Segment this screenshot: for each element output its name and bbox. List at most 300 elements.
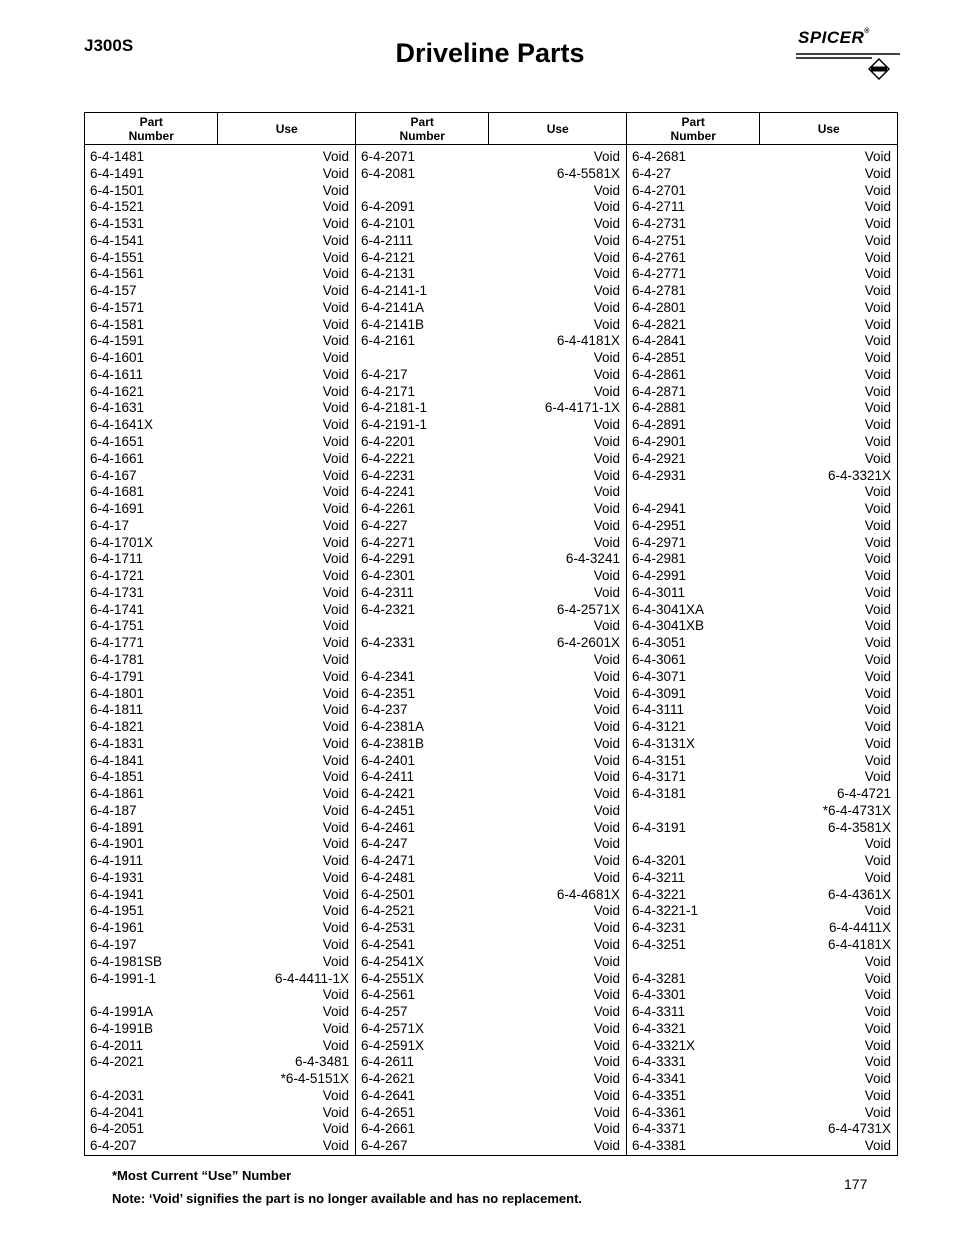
table-row	[90, 686, 349, 703]
use-cell: Void	[593, 283, 620, 299]
table-row	[361, 283, 620, 300]
parts-table	[84, 112, 898, 1156]
table-row	[632, 686, 891, 703]
table-row	[632, 769, 891, 786]
table-row	[361, 635, 620, 652]
table-row	[361, 820, 620, 837]
part-number-cell: 6-4-1591	[90, 333, 145, 349]
part-number-cell: 6-4-27	[631, 165, 671, 181]
table-row	[361, 987, 620, 1004]
use-cell: Void	[322, 735, 349, 751]
table-row	[90, 753, 349, 770]
use-cell: Void	[322, 350, 349, 366]
table-row	[90, 367, 349, 384]
table-row	[632, 166, 891, 183]
part-number-cell: 6-4-1831	[90, 735, 145, 751]
brand-name: SPICER	[798, 28, 865, 47]
part-number-cell: 6-4-2661	[360, 1121, 416, 1137]
use-cell: Void	[864, 987, 891, 1003]
table-row	[361, 1105, 620, 1122]
table-row	[361, 568, 620, 585]
part-number-cell: 6-4-2771	[631, 266, 687, 282]
use-cell: Void	[593, 383, 620, 399]
table-row	[632, 1004, 891, 1021]
part-number-cell: 6-4-1571	[90, 299, 145, 315]
use-cell: Void	[322, 1104, 349, 1120]
table-row	[632, 300, 891, 317]
part-number-cell: 6-4-2141A	[360, 299, 425, 315]
table-row	[632, 535, 891, 552]
use-cell: Void	[322, 568, 349, 584]
table-row	[90, 434, 349, 451]
part-number-cell: 6-4-1861	[90, 786, 145, 802]
table-row	[90, 317, 349, 334]
part-number-cell: 6-4-1531	[90, 216, 145, 232]
use-cell: Void	[322, 182, 349, 198]
part-number-cell: 6-4-2711	[631, 199, 686, 215]
table-row	[361, 434, 620, 451]
table-row	[632, 350, 891, 367]
use-cell: Void	[593, 182, 620, 198]
model-code: J300S	[84, 36, 134, 55]
table-row	[90, 669, 349, 686]
table-row	[361, 535, 620, 552]
table-row	[632, 635, 891, 652]
use-cell: Void	[593, 249, 620, 265]
use-cell: Void	[864, 383, 891, 399]
part-number-cell: 6-4-1641X	[90, 417, 154, 433]
table-row	[632, 551, 891, 568]
part-number-cell: 6-4-1991-1	[90, 970, 157, 986]
use-cell: Void	[864, 1004, 891, 1020]
table-row	[361, 1054, 620, 1071]
table-row	[90, 400, 349, 417]
part-number-cell: 6-4-2301	[360, 568, 416, 584]
use-cell: Void	[593, 1104, 620, 1120]
table-row	[90, 652, 349, 669]
use-cell: Void	[864, 501, 891, 517]
table-row	[632, 887, 891, 904]
part-number-cell: 6-4-2611	[360, 1054, 415, 1070]
table-row	[90, 903, 349, 920]
table-row	[90, 853, 349, 870]
use-cell: Void	[593, 568, 620, 584]
dana-emblem-icon	[868, 58, 890, 80]
table-row	[90, 149, 349, 166]
part-number-cell: 6-4-1791	[90, 668, 145, 684]
use-cell: Void	[322, 802, 349, 818]
part-number-cell: 6-4-227	[360, 517, 408, 533]
part-number-cell: 6-4-3011	[631, 584, 686, 600]
table-row	[90, 836, 349, 853]
header-use-1: Use	[218, 113, 356, 145]
use-cell: Void	[864, 1054, 891, 1070]
table-row	[90, 350, 349, 367]
table-row	[90, 384, 349, 401]
table-row	[361, 937, 620, 954]
table-row	[90, 166, 349, 183]
table-row	[632, 870, 891, 887]
table-row	[90, 820, 349, 837]
part-number-cell: 6-4-2471	[360, 853, 416, 869]
use-cell: Void	[864, 970, 891, 986]
use-cell: Void	[322, 920, 349, 936]
use-cell: Void	[322, 199, 349, 215]
use-cell: Void	[864, 450, 891, 466]
brand-wordmark	[798, 28, 870, 48]
use-cell: Void	[322, 786, 349, 802]
use-cell: Void	[864, 903, 891, 919]
table-row	[90, 183, 349, 200]
part-number-cell: 6-4-3221	[631, 886, 687, 902]
part-number-cell: 6-4-2571X	[360, 1020, 425, 1036]
use-cell: Void	[593, 501, 620, 517]
part-number-cell: 6-4-1731	[90, 584, 145, 600]
table-row	[361, 400, 620, 417]
table-row	[361, 166, 620, 183]
use-cell: Void	[864, 836, 891, 852]
use-cell: Void	[593, 534, 620, 550]
table-row	[90, 283, 349, 300]
part-number-cell: 6-4-2751	[631, 232, 687, 248]
table-row	[90, 300, 349, 317]
void-note: Note: ‘Void’ signifies the part is no longer available and has no replacement.	[112, 1191, 583, 1206]
table-row	[90, 216, 349, 233]
table-row	[361, 350, 620, 367]
part-number-cell: 6-4-2861	[631, 366, 687, 382]
table-row	[632, 149, 891, 166]
use-cell: Void	[322, 1138, 349, 1154]
use-cell: Void	[322, 836, 349, 852]
use-cell: Void	[322, 534, 349, 550]
use-cell: Void	[322, 266, 349, 282]
use-cell: Void	[593, 199, 620, 215]
table-row	[90, 233, 349, 250]
table-row	[90, 199, 349, 216]
use-cell: Void	[864, 216, 891, 232]
table-row	[90, 602, 349, 619]
use-cell: 6-4-3321X	[827, 467, 891, 483]
use-cell: Void	[864, 249, 891, 265]
part-number-cell: 6-4-1951	[90, 903, 145, 919]
part-number-cell: 6-4-2121	[360, 249, 416, 265]
part-number-cell: 6-4-2031	[90, 1087, 145, 1103]
use-cell: Void	[593, 1020, 620, 1036]
part-number-cell: 6-4-3381	[631, 1138, 687, 1154]
parts-column-3	[626, 145, 897, 1156]
use-cell: Void	[864, 400, 891, 416]
use-cell: Void	[593, 316, 620, 332]
header-part-number-2: Part Number	[355, 113, 488, 145]
use-cell: 6-4-2601X	[556, 635, 620, 651]
table-row	[90, 1138, 349, 1155]
part-number-cell: 6-4-1501	[90, 182, 145, 198]
table-row	[361, 518, 620, 535]
part-number-cell: 6-4-1811	[90, 702, 144, 718]
table-row	[632, 786, 891, 803]
use-cell: Void	[864, 584, 891, 600]
part-number-cell: 6-4-207	[90, 1138, 137, 1154]
table-row	[90, 333, 349, 350]
use-cell: Void	[593, 366, 620, 382]
table-row	[361, 149, 620, 166]
table-row	[361, 903, 620, 920]
table-row	[361, 887, 620, 904]
use-cell: Void	[864, 869, 891, 885]
table-row	[632, 400, 891, 417]
use-cell: Void	[593, 350, 620, 366]
table-row	[361, 501, 620, 518]
part-number-cell: 6-4-2991	[631, 568, 687, 584]
use-cell: Void	[322, 484, 349, 500]
use-cell: Void	[864, 1020, 891, 1036]
table-row	[632, 484, 891, 501]
use-cell: Void	[322, 1121, 349, 1137]
part-number-cell: 6-4-2481	[360, 869, 416, 885]
table-row	[632, 266, 891, 283]
part-number-cell: 6-4-2351	[360, 685, 416, 701]
table-row	[361, 199, 620, 216]
table-row	[632, 1105, 891, 1122]
use-cell: Void	[322, 618, 349, 634]
use-cell: Void	[593, 216, 620, 232]
part-number-cell: 6-4-167	[90, 467, 137, 483]
table-row	[90, 551, 349, 568]
parts-column-2	[355, 145, 626, 1156]
use-cell: Void	[864, 283, 891, 299]
use-cell: Void	[864, 1087, 891, 1103]
use-cell: Void	[864, 333, 891, 349]
use-cell: Void	[322, 165, 349, 181]
page-number: 177	[844, 1176, 868, 1192]
part-number-cell: 6-4-2541X	[360, 953, 425, 969]
part-number-cell: 6-4-2111	[360, 232, 414, 248]
table-row	[90, 618, 349, 635]
use-cell: Void	[864, 182, 891, 198]
part-number-cell: 6-4-3171	[631, 769, 687, 785]
use-cell: Void	[864, 165, 891, 181]
use-cell: Void	[593, 719, 620, 735]
table-row	[361, 1021, 620, 1038]
header-part-number-1: Part Number	[85, 113, 218, 145]
use-cell: 6-4-4361X	[827, 886, 891, 902]
table-row	[361, 317, 620, 334]
part-number-cell: 6-4-2821	[631, 316, 687, 332]
use-cell: Void	[593, 467, 620, 483]
table-body-row	[85, 145, 898, 1156]
part-number-cell: 6-4-3131X	[631, 735, 696, 751]
use-cell: Void	[593, 786, 620, 802]
table-row	[632, 853, 891, 870]
use-cell: Void	[593, 149, 620, 164]
part-number-cell: 6-4-2851	[631, 350, 687, 366]
part-number-cell: 6-4-2141-1	[360, 283, 428, 299]
use-cell: Void	[864, 601, 891, 617]
part-number-cell: 6-4-1891	[90, 819, 145, 835]
part-number-cell: 6-4-3051	[631, 635, 687, 651]
use-cell: 6-4-4721	[836, 786, 891, 802]
table-row	[632, 384, 891, 401]
use-cell: Void	[322, 635, 349, 651]
table-row	[90, 1021, 349, 1038]
part-number-cell: 6-4-1781	[90, 651, 145, 667]
part-number-cell: 6-4-2501	[360, 886, 416, 902]
table-row	[361, 1071, 620, 1088]
use-cell: Void	[593, 702, 620, 718]
table-row	[632, 518, 891, 535]
part-number-cell: 6-4-3201	[631, 853, 687, 869]
table-row	[632, 1054, 891, 1071]
table-row	[90, 702, 349, 719]
use-cell: Void	[322, 1087, 349, 1103]
part-number-cell: 6-4-1741	[90, 601, 145, 617]
table-row	[90, 1071, 349, 1088]
part-number-cell: 6-4-2801	[631, 299, 687, 315]
use-cell: Void	[322, 434, 349, 450]
table-row	[90, 954, 349, 971]
use-cell: Void	[864, 350, 891, 366]
use-cell: Void	[322, 886, 349, 902]
part-number-cell: 6-4-2221	[360, 450, 416, 466]
use-cell: Void	[593, 417, 620, 433]
use-cell: Void	[864, 1071, 891, 1087]
table-row	[632, 820, 891, 837]
part-number-cell: 6-4-2981	[631, 551, 687, 567]
part-number-cell: 6-4-2651	[360, 1104, 416, 1120]
part-number-cell: 6-4-1621	[90, 383, 145, 399]
table-row	[632, 736, 891, 753]
part-number-cell: 6-4-1661	[90, 450, 145, 466]
use-cell: Void	[322, 467, 349, 483]
part-number-cell: 6-4-2951	[631, 517, 687, 533]
part-number-cell: 6-4-1701X	[90, 534, 154, 550]
header-use-3: Use	[760, 113, 898, 145]
part-number-cell: 6-4-1991B	[90, 1020, 154, 1036]
table-row	[361, 786, 620, 803]
use-cell: 6-4-5581X	[556, 165, 620, 181]
use-cell: Void	[593, 769, 620, 785]
table-row	[632, 836, 891, 853]
use-cell: Void	[322, 1004, 349, 1020]
use-cell: Void	[322, 1020, 349, 1036]
table-row	[90, 1088, 349, 1105]
table-row	[632, 501, 891, 518]
table-row	[361, 618, 620, 635]
table-row	[632, 233, 891, 250]
table-row	[632, 216, 891, 233]
use-cell: Void	[593, 1087, 620, 1103]
use-cell: 6-4-3241	[565, 551, 620, 567]
part-number-cell: 6-4-2011	[90, 1037, 144, 1053]
use-cell: Void	[593, 434, 620, 450]
table-row	[361, 551, 620, 568]
part-number-cell: 6-4-2071	[360, 149, 416, 164]
part-number-cell: 6-4-3151	[631, 752, 687, 768]
use-cell: 6-4-4171-1X	[544, 400, 620, 416]
use-cell: 6-4-4681X	[556, 886, 620, 902]
part-number-cell: 6-4-3311	[631, 1004, 686, 1020]
use-cell: Void	[593, 903, 620, 919]
part-number-cell: 6-4-1901	[90, 836, 145, 852]
use-cell: Void	[322, 417, 349, 433]
part-number-cell: 6-4-2621	[360, 1071, 416, 1087]
use-cell: Void	[593, 484, 620, 500]
table-row	[361, 216, 620, 233]
part-number-cell: 6-4-2101	[360, 216, 416, 232]
use-cell: Void	[864, 434, 891, 450]
part-number-cell: 6-4-3341	[631, 1071, 687, 1087]
table-row	[90, 635, 349, 652]
use-cell: Void	[864, 199, 891, 215]
part-number-cell: 6-4-1521	[90, 199, 145, 215]
use-cell: Void	[593, 920, 620, 936]
table-row	[361, 736, 620, 753]
table-row	[90, 736, 349, 753]
use-cell: Void	[864, 517, 891, 533]
use-cell: Void	[864, 635, 891, 651]
use-cell: Void	[322, 450, 349, 466]
table-row	[90, 1054, 349, 1071]
table-row	[90, 803, 349, 820]
table-row	[90, 585, 349, 602]
use-cell: Void	[593, 953, 620, 969]
part-number-cell: 6-4-3121	[631, 719, 687, 735]
table-row	[90, 250, 349, 267]
part-number-cell: 6-4-2171	[360, 383, 416, 399]
use-cell: Void	[864, 232, 891, 248]
table-row	[632, 283, 891, 300]
table-row	[361, 870, 620, 887]
table-row	[361, 954, 620, 971]
part-number-cell: 6-4-3221-1	[631, 903, 699, 919]
part-number-cell: 6-4-2401	[360, 752, 416, 768]
use-cell: Void	[322, 869, 349, 885]
part-number-cell: 6-4-1601	[90, 350, 145, 366]
part-number-cell: 6-4-3211	[631, 869, 686, 885]
use-cell: Void	[593, 802, 620, 818]
use-cell: Void	[864, 1138, 891, 1154]
table-row	[90, 468, 349, 485]
use-cell: Void	[322, 685, 349, 701]
table-row	[90, 887, 349, 904]
part-number-cell: 6-4-2311	[360, 584, 415, 600]
part-number-cell: 6-4-3041XB	[631, 618, 705, 634]
use-cell: 6-4-4411X	[828, 920, 891, 936]
use-cell: Void	[864, 719, 891, 735]
part-number-cell: 6-4-1691	[90, 501, 145, 517]
use-cell: Void	[322, 819, 349, 835]
use-cell: Void	[322, 702, 349, 718]
table-row	[361, 853, 620, 870]
use-cell: Void	[322, 333, 349, 349]
table-row	[361, 1004, 620, 1021]
part-number-cell: 6-4-2841	[631, 333, 687, 349]
table-row	[90, 769, 349, 786]
use-cell: Void	[322, 1037, 349, 1053]
part-number-cell: 6-4-2681	[631, 149, 687, 164]
use-cell: Void	[322, 987, 349, 1003]
table-row	[90, 518, 349, 535]
part-number-cell: 6-4-1751	[90, 618, 145, 634]
part-number-cell: 6-4-2201	[360, 434, 416, 450]
use-cell: Void	[322, 249, 349, 265]
use-cell: Void	[322, 299, 349, 315]
use-cell: Void	[322, 853, 349, 869]
table-row	[361, 753, 620, 770]
part-number-cell: 6-4-2891	[631, 417, 687, 433]
use-cell: Void	[593, 266, 620, 282]
part-number-cell: 6-4-2271	[360, 534, 416, 550]
